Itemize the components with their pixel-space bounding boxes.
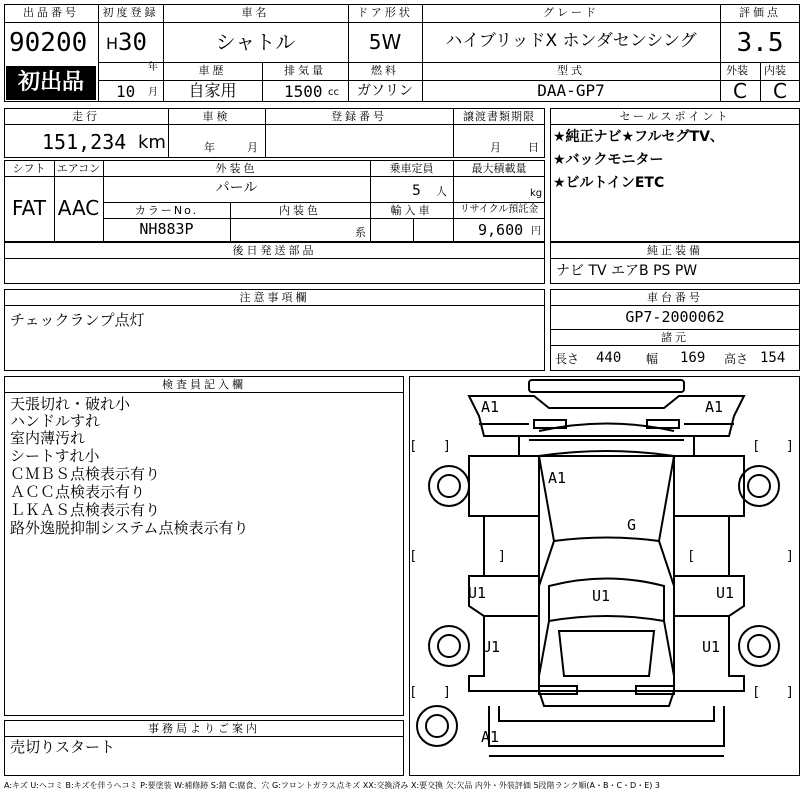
mark-rear: A1	[481, 728, 500, 746]
height-label: 高さ	[724, 352, 749, 366]
transfer-month-unit: 月	[490, 141, 501, 154]
width-value: 169	[680, 350, 706, 366]
mark-roof: U1	[592, 587, 611, 605]
exterior-color-value: パール	[215, 180, 258, 196]
mileage-unit: km	[138, 132, 166, 153]
door-label: ドア形状	[357, 6, 413, 19]
bracket-mark: ]	[787, 439, 793, 454]
width-label: 幅	[646, 352, 659, 366]
chassis-value: GP7-2000062	[625, 308, 725, 326]
car-name-label: 車名	[241, 6, 270, 19]
later-parts-label: 後日発送部品	[232, 244, 317, 257]
bracket-mark: [	[411, 685, 417, 700]
first-listing-text: 初出品	[17, 70, 84, 95]
max-load-label: 最大積載量	[471, 162, 527, 175]
bracket-mark: [	[689, 549, 695, 564]
grade-label: グレード	[543, 6, 599, 19]
length-label: 長さ	[555, 352, 580, 366]
inspector-item: ＬＫＡＳ点検表示有り	[10, 501, 161, 519]
fuel-value: ガソリン	[357, 83, 413, 99]
bracket-mark: ]	[787, 549, 793, 564]
caution-text: チェックランプ点灯	[10, 311, 145, 329]
door-type: 5W	[368, 30, 402, 54]
bracket-mark: ]	[444, 685, 450, 700]
interior-color-unit: 系	[355, 226, 366, 239]
length-value: 440	[596, 350, 622, 366]
bracket-mark: ]	[499, 549, 505, 564]
interior-color-label: 内装色	[279, 204, 321, 217]
inspector-item: 路外逸脱抑制システム点検表示有り	[10, 519, 249, 537]
dims-label: 諸元	[661, 331, 689, 344]
fuel-label: 燃料	[371, 64, 399, 77]
ac-value: AAC	[57, 196, 100, 220]
exterior-label: 外装	[726, 64, 748, 77]
inspector-item: ＣＭＢＳ点検表示有り	[10, 465, 161, 483]
history-label: 車歴	[198, 64, 227, 77]
inspector-item: ハンドルすれ	[10, 412, 101, 430]
bracket-mark: ]	[787, 685, 793, 700]
inspector-item: 室内薄汚れ	[10, 429, 86, 447]
mark-front-left: A1	[481, 398, 500, 416]
exterior-color-label: 外装色	[215, 162, 258, 175]
first-listing-badge	[6, 66, 96, 100]
mark-hood: A1	[548, 469, 567, 487]
import-label: 輸入車	[390, 204, 433, 217]
recycle-unit: 円	[531, 226, 541, 237]
sales-points-label: セールスポイント	[619, 110, 731, 123]
ac-label: エアコン	[56, 162, 101, 175]
inspector-item: シートすれ小	[10, 447, 100, 465]
reg-no-label: 登録番号	[331, 110, 387, 123]
mark-right-rear: U1	[702, 638, 721, 656]
capacity-label: 乗車定員	[389, 162, 434, 175]
inspector-item: 天張切れ・破れ小	[10, 395, 131, 413]
bracket-mark: [	[411, 549, 417, 564]
inspector-item: ＡＣＣ点検表示有り	[10, 483, 146, 501]
bracket-mark: ]	[444, 439, 450, 454]
displacement-value: 1500	[284, 82, 323, 101]
capacity-unit: 人	[436, 185, 447, 198]
recycle-value: 9,600	[478, 221, 524, 239]
lot-label: 出品番号	[23, 6, 79, 19]
equipment-value: ナビ TV エアB PS PW	[556, 263, 698, 279]
bracket-mark: [	[411, 439, 417, 454]
interior-grade: C	[773, 79, 787, 103]
transfer-label: 譲渡書類期限	[463, 110, 535, 123]
mark-left-door: U1	[468, 584, 487, 602]
exterior-grade: C	[733, 79, 747, 103]
mileage-label: 走行	[72, 110, 100, 123]
score-label: 評価点	[739, 6, 781, 19]
month-unit: 月	[148, 87, 158, 98]
mark-windshield: G	[627, 516, 637, 534]
sales-point-1: ★純正ナビ★フルセグTV、	[553, 129, 724, 145]
chassis-label: 車台番号	[647, 291, 703, 304]
shift-label: シフト	[12, 162, 46, 175]
car-name: シャトル	[215, 30, 296, 54]
grade-value: ハイブリッドX ホンダセンシング	[445, 31, 697, 51]
inspection-label: 車検	[202, 110, 231, 123]
mark-left-rear: U1	[482, 638, 501, 656]
car-diagram	[409, 376, 800, 776]
model-value: DAA-GP7	[537, 81, 605, 100]
mark-right-door: U1	[716, 584, 735, 602]
mileage-value: 151,234	[42, 130, 127, 154]
interior-label: 内装	[764, 64, 786, 77]
displacement-label: 排気量	[284, 64, 326, 77]
height-value: 154	[760, 350, 786, 366]
caution-label: 注意事項欄	[239, 291, 310, 304]
max-load-unit: kg	[530, 188, 543, 199]
inspector-label: 検査員記入欄	[162, 378, 246, 391]
reg-year: 30	[118, 28, 147, 56]
history-value: 自家用	[188, 81, 237, 100]
inspection-month-unit: 月	[247, 141, 258, 154]
model-label: 型式	[557, 64, 585, 77]
office-message: 売切りスタート	[10, 738, 116, 756]
office-label: 事務局よりご案内	[148, 722, 260, 735]
lot-number: 90200	[9, 28, 88, 58]
color-no-label: カラーNo.	[134, 204, 199, 217]
bracket-mark: [	[754, 685, 760, 700]
displacement-unit: cc	[328, 87, 339, 98]
transfer-day-unit: 日	[528, 141, 539, 154]
recycle-label: リサイクル預託金	[459, 204, 539, 215]
color-no-value: NH883P	[139, 220, 194, 238]
first-reg-label: 初度登録	[102, 6, 159, 19]
legend: A:キズ U:ヘコミ B:キズを伴うヘコミ P:要塗装 W:補修跡 S:錆 C:腐食、穴 G:フロントガラス点キズ XX:交換済み X:要交換 欠:欠品 内外・外装評価 5段階ランク順(A・B・C・D・E) 3	[4, 781, 661, 790]
equipment-label: 純正装備	[647, 244, 703, 257]
shift-value: FAT	[11, 196, 46, 220]
score-value: 3.5	[736, 28, 784, 58]
reg-month: 10	[116, 82, 136, 101]
sales-point-3: ★ビルトインETC	[553, 175, 665, 191]
mark-front-right: A1	[705, 398, 724, 416]
year-unit: 年	[148, 62, 158, 73]
era: H	[106, 34, 119, 53]
bracket-mark: [	[754, 439, 760, 454]
sales-point-2: ★バックモニター	[553, 152, 664, 168]
capacity-value: 5	[412, 183, 421, 199]
inspection-year-unit: 年	[204, 141, 215, 154]
